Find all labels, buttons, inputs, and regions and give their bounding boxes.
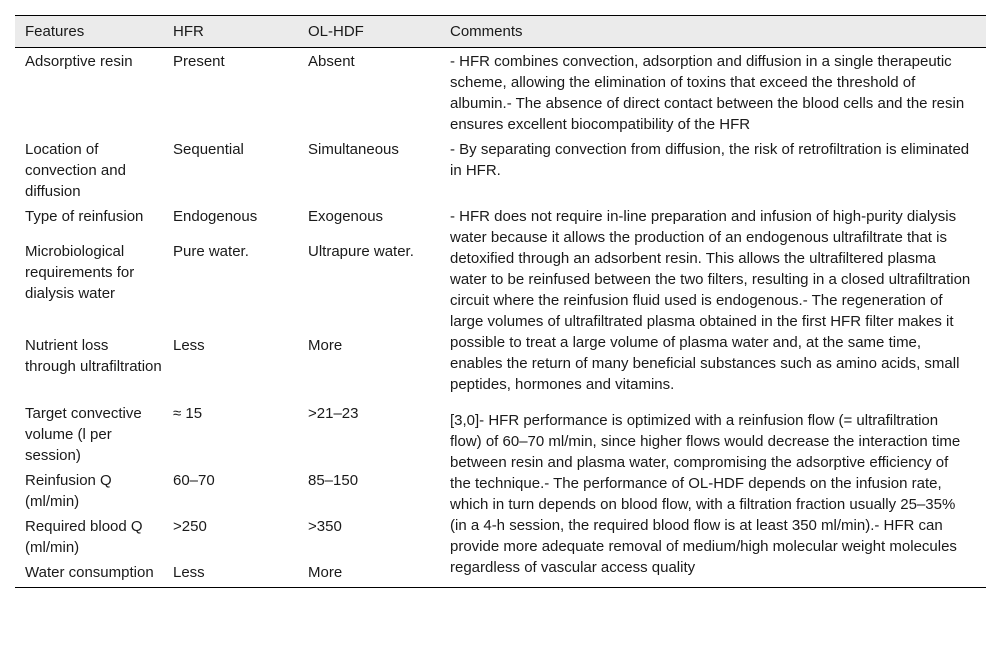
feature-cell: Water consumption [15,560,163,588]
header-comments: Comments [440,16,986,48]
table-row [15,397,986,468]
feature-cell: Adsorptive resin [25,53,133,70]
olhdf-cell: Absent [308,53,355,70]
comment-cell: - HFR combines convection, adsorption and diffusion in a single therapeutic scheme, allowing the elimination of toxins that exceed the threshold of albumin.- The absence of direct contact between the blood cells and the resin ensures excellent biocompatibility of the HFR [450,53,965,133]
hfr-cell: Less [173,336,205,354]
olhdf-cell: More [298,560,440,588]
feature-cell: Nutrient loss through ultrafiltration [25,336,162,375]
olhdf-cell: Ultrapure water. [308,242,414,260]
feature-cell: Target convective volume (l per session) [25,405,142,464]
olhdf-cell: More [308,336,343,354]
hfr-cell: Pure water. [173,242,249,260]
hfr-cell: >250 [173,518,207,535]
table-row [15,204,986,239]
hfr-cell: Less [163,560,298,588]
feature-cell: Required blood Q (ml/min) [25,518,143,556]
olhdf-cell: 85–150 [308,472,359,489]
olhdf-cell: >350 [308,518,342,535]
hfr-cell: Present [173,53,225,70]
hfr-cell: 60–70 [173,472,215,489]
feature-cell: Type of reinfusion [25,208,144,225]
olhdf-cell: Exogenous [308,208,384,225]
comparison-table [15,15,986,588]
comment-cell: [3,0]- HFR performance is optimized with a reinfusion flow (= ultrafiltration flow) of 60–70 ml/min, since higher flows would decrease the interaction time between resin and plasma water, compromising the adsorptive efficiency of the technique.- The performance of OL-HDF depends on the infusion rate, which in turn depends on blood flow, with a filtration fraction usually 25–35% (in a 4-h session, the required blood flow is at least 350 ml/min).- HFR can provide more adequate removal of medium/high molecular weight molecules regardless of vascular access quality [440,397,986,588]
header-row [15,16,986,48]
feature-cell: Reinfusion Q (ml/min) [25,472,112,510]
olhdf-cell: >21–23 [308,405,359,422]
olhdf-cell: Simultaneous [308,141,399,158]
hfr-cell: Endogenous [173,208,258,225]
feature-cell: Microbiological requirements for dialysis water [25,242,135,302]
header-hfr: HFR [163,16,298,48]
header-olhdf: OL-HDF [298,16,440,48]
feature-cell: Location of convection and diffusion [25,141,126,200]
hfr-cell: ≈ 15 [173,405,203,422]
comment-cell: - HFR does not require in-line preparation and infusion of high-purity dialysis water because it allows the production of an endogenous ultrafiltrate that is detoxified through an adsorbent resin. This allows the ultrafiltered plasma water to be reinfused between the two filters, resulting in a closed ultrafiltration circuit where the reinfusion fluid used is endogenous.- The regeneration of large volumes of ultrafiltrated plasma obtained in the first HFR filter makes it possible to treat a large volume of plasma water and, at the same time, enables the return of many beneficial substances such as amino acids, small peptides, hormones and vitamins. [450,208,971,393]
hfr-cell: Sequential [173,141,244,158]
table-row [15,137,986,204]
header-features: Features [15,16,163,48]
table-row [15,48,986,138]
comment-cell: - By separating convection from diffusion, the risk of retrofiltration is eliminated in HFR. [450,141,970,179]
